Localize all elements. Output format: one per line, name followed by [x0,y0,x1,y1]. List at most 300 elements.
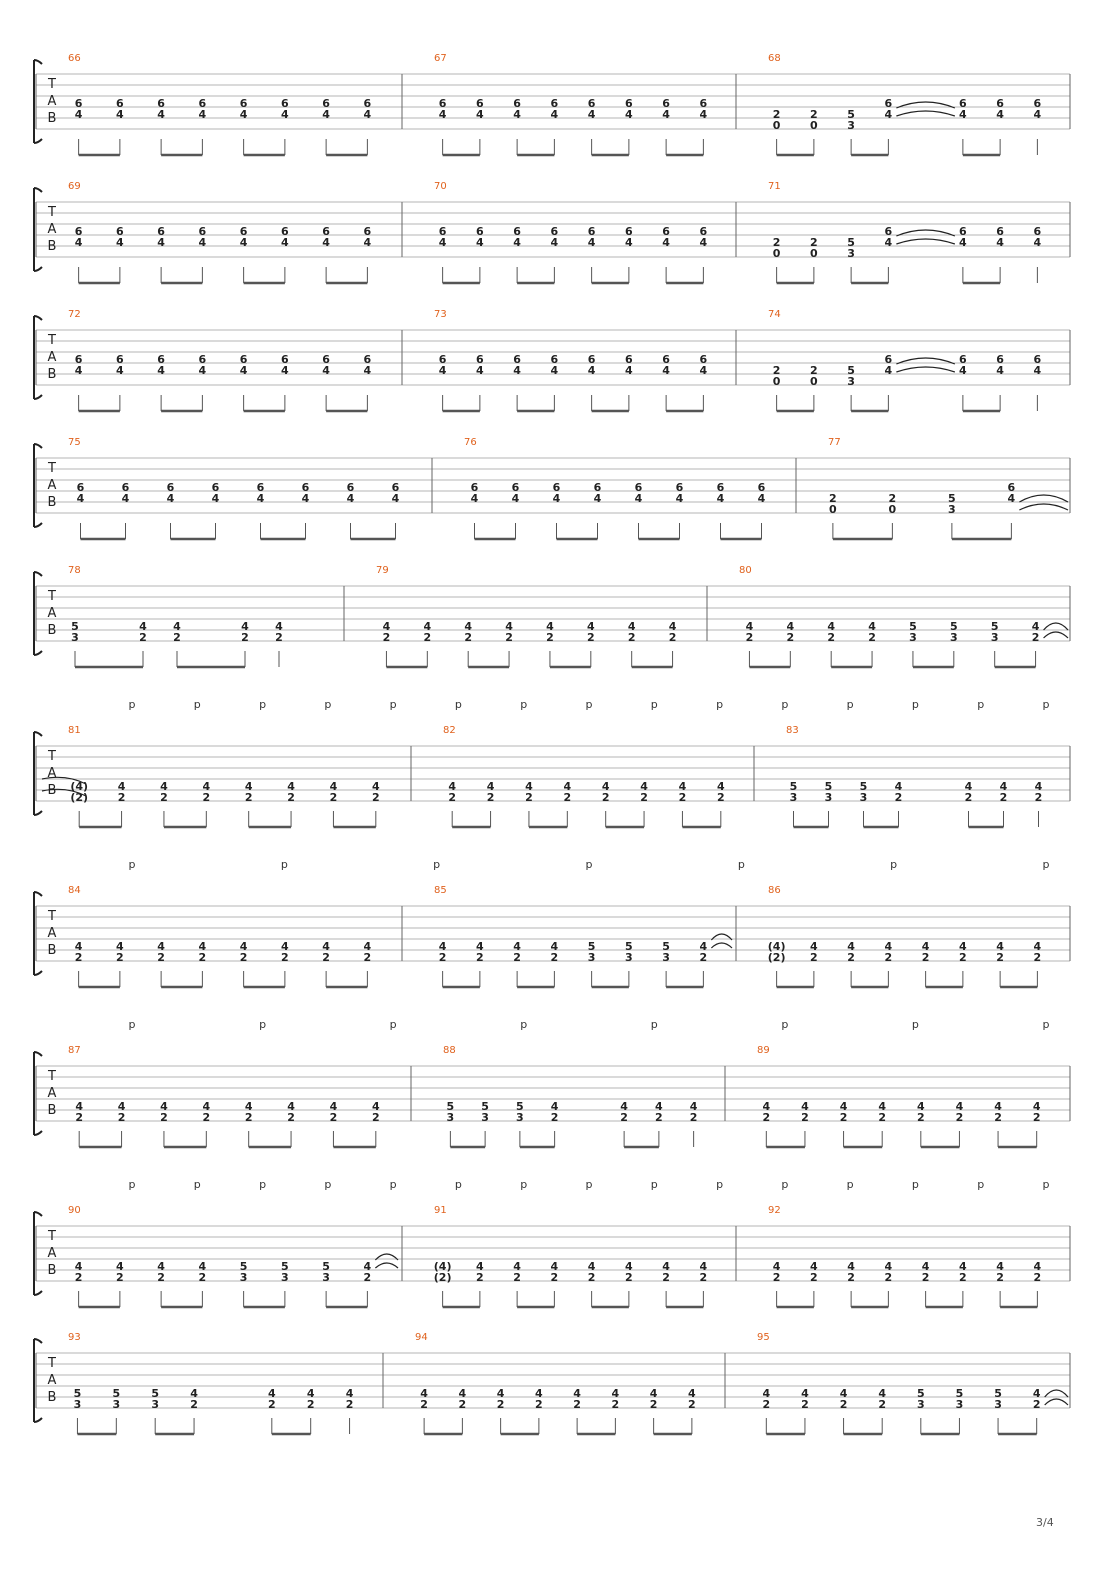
fret-number: 2 [363,951,372,964]
fret-number: 2 [762,1111,771,1124]
measure-80 [739,565,1068,667]
note [240,1260,248,1307]
note [157,353,165,411]
fret-number: 2 [810,108,818,121]
note [202,1100,210,1147]
system-bracket [34,732,42,815]
fret-number: 4 [959,236,967,249]
fret-number: 2 [239,951,248,964]
fret-number: 3 [949,631,958,644]
note [245,1100,253,1147]
fret-number: 2 [611,1398,620,1411]
note [497,1387,505,1434]
palm-mute-mark: p [520,1018,528,1031]
fret-number: 2 [888,492,897,505]
palm-mute-mark: p [846,1178,854,1191]
fret-number: 2 [772,364,781,377]
measure-number: 83 [786,725,799,736]
fret-number: 0 [772,247,781,260]
fret-number: 4 [959,364,967,377]
fret-number: 6 [675,481,684,494]
tab-clef-letter: A [47,766,57,781]
fret-number: 6 [74,225,83,238]
tab-clef-letter: T [48,589,56,604]
fret-number: 6 [662,225,670,238]
fret-number: 2 [955,1111,964,1124]
fret-number: 4 [550,364,559,377]
palm-mute-mark: p [585,698,593,711]
fret-number: 6 [476,225,484,238]
note [118,780,126,827]
system-bracket [34,316,42,399]
fret-number: 0 [772,119,781,132]
note [994,1100,1002,1147]
fret-number: 2 [762,1398,771,1411]
fret-number: 3 [322,1271,330,1284]
note [956,1100,964,1147]
palm-mute-mark: p [259,698,267,711]
note [1032,620,1040,667]
fret-number: 4 [959,1260,967,1273]
measure-70 [434,181,708,283]
note [640,780,648,827]
fret-number: 2 [74,951,83,964]
tab-clef-letter: B [47,239,57,254]
note [75,353,83,411]
fret-number: 4 [625,364,633,377]
note [74,1387,82,1434]
note [364,225,372,283]
fret-number: 5 [446,1100,455,1113]
fret-number: 2 [688,1398,696,1411]
tab-clef-letter: A [47,222,57,237]
fret-number: 4 [878,1387,887,1400]
fret-number: 6 [76,481,85,494]
fret-number: 4 [438,108,447,121]
fret-number: 5 [662,940,670,953]
note [199,225,207,283]
note [810,1260,818,1307]
fret-number: 4 [996,364,1004,377]
note [1033,1387,1041,1434]
note [840,1387,848,1434]
palm-mute-row [129,1018,1050,1031]
fret-number: 4 [999,780,1008,793]
fret-number: 6 [198,353,207,366]
palm-mute-mark: p [389,1018,397,1031]
fret-number: 4 [1032,1100,1041,1113]
fret-number: 2 [420,1398,428,1411]
palm-mute-mark: p [389,1178,397,1191]
fret-number: 4 [267,1387,276,1400]
fret-number: 3 [916,1398,925,1411]
fret-number: 4 [625,108,633,121]
note [878,1387,886,1434]
note [625,1260,633,1307]
note [700,1260,708,1307]
fret-number: 4 [662,1260,670,1273]
fret-number: 6 [662,97,670,110]
tab-clef-letter: T [48,1356,56,1371]
fret-number: 4 [464,620,473,633]
fret-number: 5 [990,620,999,633]
fret-number: 4 [801,1387,809,1400]
palm-mute-mark: p [454,1178,462,1191]
system-9 [34,1178,1070,1307]
note [959,1260,967,1307]
fret-number: 6 [438,353,447,366]
fret-number: 4 [371,780,380,793]
fret-number: 2 [173,631,181,644]
note [762,1387,770,1434]
fret-number: 6 [281,225,289,238]
measure-84 [68,885,372,987]
fret-number: 4 [190,1387,198,1400]
system-6 [34,698,1070,827]
note [588,1260,596,1307]
fret-number: 2 [810,364,818,377]
fret-number: 2 [772,236,781,249]
fret-number: 4 [511,492,520,505]
measure-number: 74 [768,309,781,320]
fret-number: 5 [949,620,958,633]
tie-arc [711,943,732,948]
fret-number: 4 [476,236,484,249]
tie-arc [896,239,955,244]
note [635,481,643,539]
palm-mute-mark: p [890,858,898,871]
note [917,1387,925,1434]
note [439,225,447,283]
note [847,940,855,987]
note [70,780,88,827]
tab-clef-letter: B [47,783,57,798]
system-10 [34,1332,1070,1434]
fret-number: 6 [438,225,447,238]
system-bracket [34,572,42,655]
fret-number: 2 [550,1111,559,1124]
note [202,780,210,827]
measure-91 [434,1205,708,1307]
palm-mute-mark: p [716,698,724,711]
fret-number: 4 [699,940,708,953]
fret-number: 4 [996,236,1004,249]
fret-number: 4 [994,1100,1002,1113]
measure-number: 91 [434,1205,447,1216]
fret-number: 2 [139,631,147,644]
note [459,1387,467,1434]
note [847,1260,855,1307]
measure-71 [768,181,1042,283]
fret-number: 6 [438,97,447,110]
note [827,620,835,667]
fret-number: 4 [678,780,687,793]
fret-number: 4 [847,940,855,953]
fret-number: 4 [921,1260,930,1273]
note [717,780,725,827]
fret-number: 2 [496,1398,505,1411]
note [885,97,893,155]
note [662,225,670,283]
note [885,353,893,411]
measure-90 [68,1205,398,1307]
note [773,236,781,283]
fret-number: 6 [281,97,289,110]
fret-number: 6 [634,481,643,494]
fret-number: 3 [73,1398,82,1411]
fret-number: 4 [762,1100,771,1113]
fret-number: 2 [839,1111,848,1124]
fret-number: 5 [847,108,855,121]
note [322,97,330,155]
fret-number: 4 [611,1387,620,1400]
fret-number: 4 [689,1100,698,1113]
note [801,1100,809,1147]
system-7 [34,858,1070,987]
measure-number: 89 [757,1045,770,1056]
fret-number: 4 [745,620,754,633]
fret-number: 2 [157,1271,165,1284]
note [257,481,265,539]
fret-number: 2 [287,1111,295,1124]
fret-number: 4 [620,1100,628,1113]
measure-number: 90 [68,1205,81,1216]
note [922,1260,930,1307]
note [71,620,79,667]
note [330,780,338,827]
fret-number: 2 [959,1271,967,1284]
note [476,97,484,155]
fret-number: 2 [464,631,473,644]
tab-clef-letter: A [47,606,57,621]
fret-number: 6 [121,481,130,494]
fret-number: 6 [239,225,248,238]
fret-number: 4 [306,1387,315,1400]
palm-mute-mark: p [324,1178,332,1191]
note [700,940,708,987]
note [77,481,85,539]
fret-number: 4 [74,236,83,249]
measure-72 [68,309,372,411]
fret-number: 2 [160,1111,168,1124]
palm-mute-mark: p [737,858,745,871]
note [116,97,124,155]
palm-mute-mark: p [716,1178,724,1191]
fret-number: 5 [847,364,855,377]
fret-number: 2 [894,791,903,804]
note [810,108,818,155]
fret-number: 3 [481,1111,489,1124]
fret-number: 2 [1033,1271,1042,1284]
measure-number: 76 [464,437,477,448]
tab-clef-letter: B [47,943,57,958]
palm-mute-mark: p [128,1178,136,1191]
system-bracket [34,1339,42,1422]
note [173,620,181,667]
fret-number: 4 [884,1260,893,1273]
fret-number: 4 [241,620,249,633]
tab-clef-letter: A [47,94,57,109]
system-8 [34,1018,1070,1147]
fret-number: 6 [157,353,165,366]
measure-81 [68,725,380,827]
fret-number: 6 [116,97,124,110]
fret-number: 2 [458,1398,467,1411]
fret-number: 0 [888,503,897,516]
fret-number: 6 [959,353,967,366]
fret-number: 4 [563,780,572,793]
tab-clef-letter: B [47,495,57,510]
fret-number: 4 [382,620,391,633]
fret-number: 6 [511,481,520,494]
note [199,940,207,987]
fret-number: 2 [847,1271,855,1284]
fret-number: 4 [550,940,559,953]
fret-number: 5 [994,1387,1002,1400]
fret-number: (2) [70,791,89,804]
fret-number: 3 [859,791,868,804]
system-2 [34,181,1070,283]
note [700,353,708,411]
fret-number: 6 [587,353,596,366]
note [116,1260,124,1307]
system-bracket [34,444,42,527]
fret-number: 4 [996,940,1004,953]
fret-number: 4 [275,620,283,633]
note [700,225,708,283]
fret-number: 3 [847,375,855,388]
fret-number: 6 [322,225,330,238]
palm-mute-mark: p [259,1178,267,1191]
fret-number: (2) [433,1271,452,1284]
fret-number: 6 [884,97,893,110]
note [551,1100,559,1147]
measure-number: 88 [443,1045,456,1056]
fret-number: 3 [909,631,917,644]
note [810,236,818,283]
note [481,1100,489,1147]
note [287,1100,295,1147]
fret-number: 4 [281,940,289,953]
palm-mute-mark: p [128,858,136,871]
fret-number: 4 [486,780,495,793]
fret-number: 2 [868,631,876,644]
palm-mute-mark: p [128,1018,136,1031]
measure-number: 67 [434,53,447,64]
fret-number: 2 [620,1111,628,1124]
fret-number: 2 [921,951,930,964]
tab-clef-letter: A [47,1086,57,1101]
palm-mute-mark: p [650,1178,658,1191]
note [959,940,967,987]
fret-number: 2 [363,1271,372,1284]
note [847,108,855,155]
fret-number: 2 [916,1111,925,1124]
fret-number: 6 [166,481,175,494]
measure-number: 95 [757,1332,770,1343]
fret-number: 4 [202,1100,211,1113]
fret-number: 4 [550,108,559,121]
fret-number: 6 [757,481,766,494]
palm-mute-mark: p [454,698,462,711]
fret-number: 4 [762,1387,771,1400]
note [75,1260,83,1307]
measure-67 [434,53,708,155]
note [513,225,521,283]
note [551,97,559,155]
fret-number: 3 [847,119,855,132]
fret-number: 5 [824,780,833,793]
fret-number: 4 [322,364,330,377]
fret-number: 6 [625,353,633,366]
palm-mute-mark: p [650,1018,658,1031]
tab-clef-letter: B [47,111,57,126]
note [801,1387,809,1434]
fret-number: 4 [346,492,355,505]
fret-number: 4 [244,780,253,793]
fret-number: 4 [476,108,484,121]
note [860,780,868,827]
fret-number: 2 [1033,951,1042,964]
fret-number: 6 [363,97,372,110]
fret-number: 3 [994,1398,1002,1411]
fret-number: 2 [996,951,1004,964]
fret-number: 2 [513,951,521,964]
fret-number: 6 [74,353,83,366]
note [950,620,958,667]
measure-number: 85 [434,885,447,896]
note [628,620,636,667]
palm-mute-mark: p [846,698,854,711]
note [347,481,355,539]
fret-number: 6 [1033,225,1042,238]
fret-number: 2 [810,1271,818,1284]
fret-number: 2 [839,1398,848,1411]
page-number: 3/4 [1036,1516,1054,1529]
palm-mute-mark: p [911,1178,919,1191]
fret-number: 4 [420,1387,428,1400]
fret-number: 4 [655,1100,663,1113]
fret-number: 5 [789,780,798,793]
note [551,1260,559,1307]
fret-number: 4 [74,940,83,953]
note [75,1100,83,1147]
fret-number: 6 [470,481,479,494]
note [602,780,610,827]
fret-number: 2 [699,1271,708,1284]
fret-number: 2 [1032,1111,1041,1124]
note [885,225,893,283]
palm-mute-mark: p [1042,858,1050,871]
fret-number: 4 [239,236,248,249]
fret-number: 5 [112,1387,121,1400]
note [505,620,513,667]
tab-clef-letter: A [47,1246,57,1261]
palm-mute-mark: p [1042,698,1050,711]
fret-number: 5 [948,492,956,505]
measure-73 [434,309,708,411]
note [157,1260,165,1307]
tie-arc [1044,623,1068,630]
fret-number: 4 [772,1260,781,1273]
note [878,1100,886,1147]
fret-number: 4 [839,1100,848,1113]
note [588,97,596,155]
fret-number: 4 [546,620,554,633]
fret-number: 3 [587,951,596,964]
measure-87 [68,1045,380,1147]
fret-number: 4 [1033,940,1042,953]
